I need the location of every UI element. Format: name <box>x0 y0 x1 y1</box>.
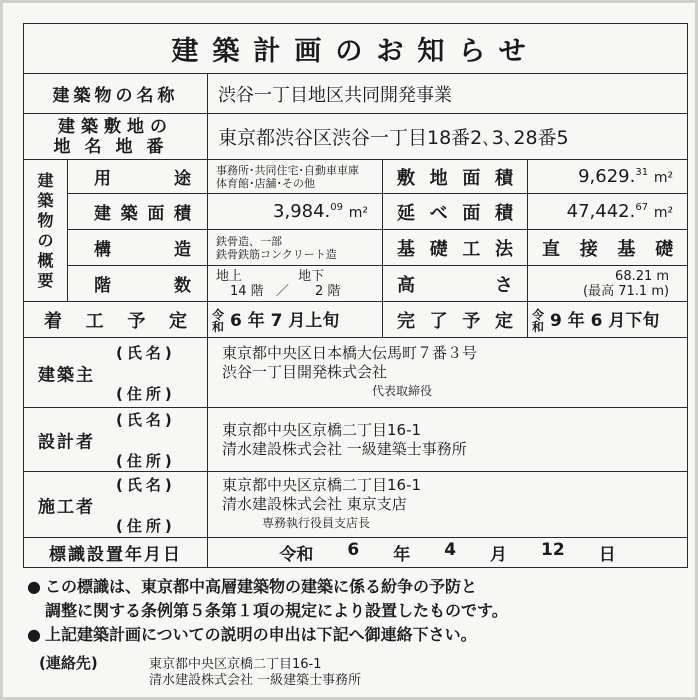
foundation-label-text-char: 工 <box>462 238 481 260</box>
era-char: 和 <box>212 320 225 334</box>
floors-label-text <box>68 271 207 296</box>
floors-value: 地上 地下 14 階 ／ 2 階 <box>208 266 383 302</box>
sign-date-value <box>208 538 688 568</box>
use-label <box>68 160 208 194</box>
building-area-value <box>208 194 383 230</box>
sign-date-year: 6 <box>347 540 360 560</box>
building-area-label-text-char: 積 <box>173 204 191 224</box>
completion-label-text-char: 完 <box>397 310 415 332</box>
site-area-int: 9,629. <box>578 166 636 187</box>
total-floor-area-label-text-char: 積 <box>494 202 513 224</box>
sign-title: 建築計画のお知らせ <box>24 24 688 74</box>
site-area-value <box>528 160 688 194</box>
completion-label-text-char: 予 <box>462 310 481 332</box>
floors-below-label: 地下 <box>298 268 325 284</box>
owner-values <box>208 338 688 408</box>
constructor-values <box>208 472 688 538</box>
floors-above-label: 地上 <box>216 268 243 284</box>
note-1-bullet: ● <box>27 577 41 596</box>
site-location-label-2: 地名地番 <box>53 136 178 157</box>
owner-rep: 代表取締役 <box>372 384 433 398</box>
foundation-label-text <box>383 235 527 261</box>
site-area-label-text-char: 地 <box>429 167 448 189</box>
completion-label-text-char: 了 <box>429 310 448 332</box>
designer-labels <box>24 408 208 472</box>
height-value-2: (最高 71.1 m) <box>583 283 670 299</box>
total-floor-area-label-text <box>383 199 527 225</box>
site-area-label-text <box>383 164 527 190</box>
total-floor-area-unit: m² <box>653 205 674 221</box>
start-label-text-char: 予 <box>127 310 146 332</box>
total-floor-area-dec: 67 <box>635 202 649 213</box>
floors-label <box>68 266 208 302</box>
owner-labels <box>24 338 208 408</box>
foundation-value-text-char: 接 <box>579 238 598 260</box>
constructor-addr-label: (住所) <box>116 516 176 535</box>
height-value-1: 68.21 m <box>615 268 670 284</box>
completion-label <box>383 302 528 338</box>
designer-addr-label: (住所) <box>116 451 176 470</box>
notes <box>27 575 687 647</box>
site-area-label-text-char: 面 <box>462 167 481 189</box>
structure-label-text-char: 構 <box>94 240 111 260</box>
era-char: 和 <box>532 320 545 334</box>
foundation-label-text-char: 基 <box>397 238 415 260</box>
note-1-line-2: 調整に関する条例第５条第１項の規定により設置したものです。 <box>45 601 508 620</box>
designer-name-label: (氏名) <box>116 410 176 429</box>
use-label-text-char: 用 <box>94 169 111 189</box>
owner-addr-label: (住所) <box>116 384 176 403</box>
start-label-text-char: 着 <box>44 310 62 332</box>
site-area-unit: m² <box>653 170 674 186</box>
building-name-label: 建築物の名称 <box>24 74 208 114</box>
use-label-text-char: 途 <box>174 169 191 189</box>
start-label-text <box>24 307 207 333</box>
building-area-int: 3,984. <box>273 201 331 222</box>
building-area-label-text-char: 面 <box>147 204 165 224</box>
start-value-text: 6 年 7 月上旬 <box>230 311 340 331</box>
sign-date-era: 令和 <box>279 545 314 565</box>
use-label-text <box>68 164 207 189</box>
site-location-label-1: 建築敷地の <box>58 116 173 137</box>
start-label-text-char: 定 <box>168 310 187 332</box>
building-area-label-text-char: 築 <box>120 204 138 224</box>
height-label <box>383 266 528 302</box>
site-location-label <box>24 114 208 160</box>
use-value-1: 事務所･共同住宅･自動車車庫 <box>216 163 359 177</box>
constructor-role: 施工者 <box>38 497 95 517</box>
building-area-unit: m² <box>348 205 368 221</box>
sign-date-day-unit: 日 <box>598 545 616 565</box>
constructor-name: 清水建設株式会社 東京支店 <box>222 495 407 513</box>
foundation-label-text-char: 法 <box>494 238 513 260</box>
overview-label <box>24 160 68 302</box>
structure-value <box>208 230 383 266</box>
start-era <box>212 309 224 333</box>
contact-line-2: 清水建設株式会社 一級建築士事務所 <box>149 673 362 688</box>
floors-label-text-char: 数 <box>174 276 191 296</box>
note-1 <box>27 575 687 623</box>
contact <box>39 655 361 689</box>
era-char: 令 <box>212 308 225 322</box>
use-value-2: 体育館･店舗･その他 <box>216 176 315 190</box>
height-label-text-char: 高 <box>397 274 415 296</box>
structure-label-text-char: 造 <box>174 240 191 260</box>
floors-below-value: 2 階 <box>314 283 341 299</box>
structure-label <box>68 230 208 266</box>
completion-value <box>528 302 688 338</box>
note-2-bullet: ● <box>27 625 41 644</box>
sign-date-day: 12 <box>541 540 565 560</box>
constructor-name-label: (氏名) <box>116 475 176 494</box>
structure-value-2: 鉄骨鉄筋コンクリート造 <box>216 247 337 261</box>
foundation-value <box>528 230 688 266</box>
total-floor-area-label <box>383 194 528 230</box>
total-floor-area-label-text-char: 延 <box>397 202 415 224</box>
contact-line-1: 東京都中央区京橋二丁目16-1 <box>149 657 322 672</box>
owner-name: 渋谷一丁目開発株式会社 <box>222 363 388 381</box>
height-label-text <box>383 271 527 297</box>
site-area-label-text-char: 敷 <box>397 167 415 189</box>
sign-date-label: 標識設置年月日 <box>24 538 208 568</box>
designer-address: 東京都中央区京橋二丁目16-1 <box>222 420 422 439</box>
floors-label-text-char: 階 <box>94 276 111 296</box>
foundation-value-text-char: 直 <box>542 238 560 260</box>
building-area-dec: 09 <box>330 202 344 213</box>
building-name-value: 渋谷一丁目地区共同開発事業 <box>208 74 688 114</box>
height-value <box>528 266 688 302</box>
use-value <box>208 160 383 194</box>
floors-above-value: 14 階 <box>230 283 264 299</box>
constructor-rep: 専務執行役員支店長 <box>262 516 371 530</box>
owner-name-label: (氏名) <box>116 343 176 362</box>
completion-era <box>532 309 544 333</box>
completion-value-text: 9 年 6 月下旬 <box>550 311 660 331</box>
site-area-label-text-char: 積 <box>494 167 513 189</box>
overview-label-char: 築 <box>37 190 54 210</box>
structure-value-1: 鉄骨造、一部 <box>216 234 282 248</box>
completion-label-text <box>383 307 527 333</box>
start-label <box>24 302 208 338</box>
foundation-value-text-char: 礎 <box>655 238 674 260</box>
site-location-value: 東京都渋谷区渋谷一丁目18番2､3､28番5 <box>208 114 688 160</box>
constructor-address: 東京都中央区京橋二丁目16-1 <box>222 476 422 494</box>
constructor-labels <box>24 472 208 538</box>
sign-date-month-unit: 月 <box>490 545 508 565</box>
overview-label-char: 物 <box>37 210 54 230</box>
site-area-label <box>383 160 528 194</box>
site-area-dec: 31 <box>635 167 649 178</box>
start-label-text-char: 工 <box>85 310 104 332</box>
foundation-label-text-char: 礎 <box>429 238 448 260</box>
foundation-label <box>383 230 528 266</box>
designer-values <box>208 408 688 472</box>
overview-label-char: 要 <box>37 270 54 290</box>
total-floor-area-value <box>528 194 688 230</box>
era-char: 令 <box>532 308 545 322</box>
designer-role: 設計者 <box>38 432 95 452</box>
foundation-value-text-char: 基 <box>617 238 636 260</box>
owner-role: 建築主 <box>38 365 95 385</box>
total-floor-area-label-text-char: べ <box>429 202 448 224</box>
total-floor-area-label-text-char: 面 <box>462 202 481 224</box>
sign-date-year-unit: 年 <box>393 545 411 565</box>
plan-table <box>23 23 688 568</box>
overview-label-char: 建 <box>37 170 54 190</box>
note-2-line-1: 上記建築計画についての説明の申出は下記へ御連絡下さい。 <box>45 625 477 644</box>
sign-date-month: 4 <box>444 540 457 560</box>
owner-address: 東京都中央区日本橋大伝馬町７番３号 <box>222 344 478 362</box>
overview-label-char: の <box>37 230 54 250</box>
building-area-label <box>68 194 208 230</box>
start-value <box>208 302 383 338</box>
height-label-text-char: さ <box>495 274 513 296</box>
overview-label-text <box>24 171 67 291</box>
note-1-line-1: この標識は、東京都中高層建築物の建築に係る紛争の予防と <box>45 577 478 596</box>
building-area-label-text-char: 建 <box>94 204 111 224</box>
note-2 <box>27 623 687 647</box>
contact-label: (連絡先) <box>39 654 98 672</box>
foundation-value-text <box>528 235 687 261</box>
completion-label-text-char: 定 <box>494 310 513 332</box>
total-floor-area-int: 47,442. <box>566 201 636 222</box>
building-area-label-text <box>68 199 207 224</box>
overview-label-char: 概 <box>37 250 54 270</box>
structure-label-text <box>68 235 207 260</box>
designer-name: 清水建設株式会社 一級建築士事務所 <box>222 439 467 458</box>
